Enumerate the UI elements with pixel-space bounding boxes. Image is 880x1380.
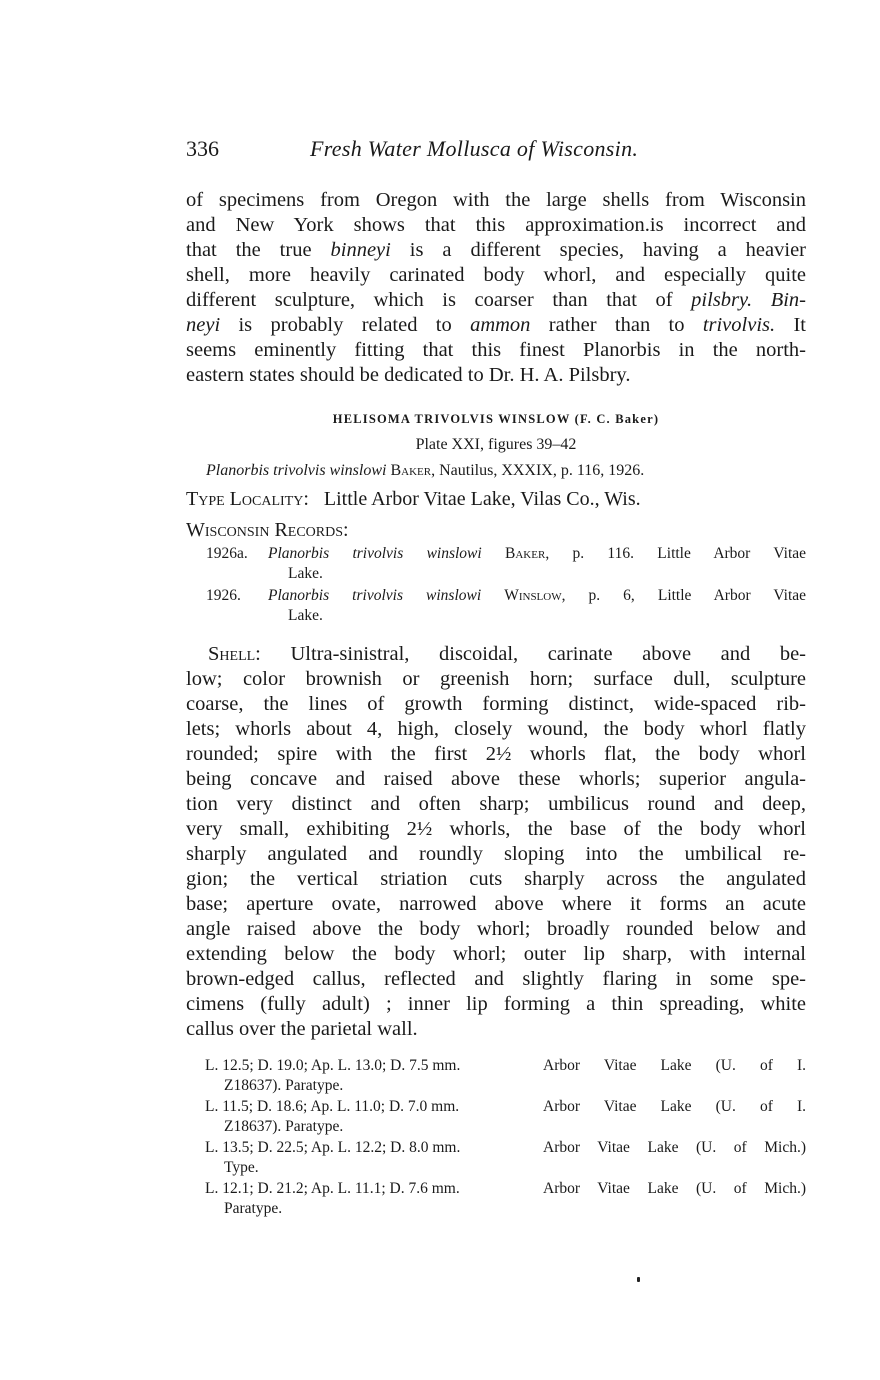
- measurement-entry: [186, 1179, 806, 1219]
- record-continuation: Lake.: [288, 565, 323, 582]
- record-year: 1926.: [206, 587, 241, 604]
- text-line: tion very distinct and often sharp; umbilicus round and deep,: [186, 793, 806, 815]
- type-locality-value: Little Arbor Vitae Lake, Vilas Co., Wis.: [323, 488, 641, 510]
- text-line: neyi is probably related to ammon rather than to trivolvis. It: [186, 314, 806, 336]
- record-year: 1926a.: [206, 545, 248, 562]
- measurement-specimen: Z18637). Paratype.: [224, 1077, 344, 1094]
- record-author: Winslow: [504, 587, 562, 604]
- running-title: Fresh Water Mollusca of Wisconsin.: [310, 136, 639, 161]
- record-species: Planorbis trivolvis winslowi: [268, 545, 482, 562]
- synonym-ref: , Nautilus, XXXIX, p. 116, 1926.: [431, 462, 645, 479]
- record-author: Baker: [505, 545, 546, 562]
- text-line: and New York shows that this approximation.is incorrect and: [186, 214, 806, 236]
- text-line: of specimens from Oregon with the large shells from Wisconsin: [186, 189, 806, 211]
- text-line: that the true binneyi is a different species, having a heavier: [186, 239, 807, 261]
- measurement-specimen: Type.: [224, 1159, 259, 1176]
- measurement-dims: L. 13.5; D. 22.5; Ap. L. 12.2; D. 8.0 mm.: [205, 1139, 461, 1156]
- shell-description: [186, 642, 806, 1042]
- text-line: base; aperture ovate, narrowed above where it forms an acute: [186, 893, 806, 915]
- text-line: very small, exhibiting 2½ whorls, the base of the body whorl: [186, 818, 806, 840]
- text-line: low; color brownish or greenish horn; surface dull, sculpture: [186, 668, 806, 690]
- text-line: different sculpture, which is coarser than that of pilsbry. Bin-: [186, 289, 806, 311]
- text-line: shell, more heavily carinated body whorl, and especially quite: [186, 264, 806, 286]
- record-item: 1926. Planorbis trivolvis winslowi Winslow, p. 6, Little Arbor Vitae Lake.: [206, 587, 807, 624]
- measurement-locality: Arbor Vitae Lake (U. of Mich.): [543, 1139, 806, 1156]
- record-continuation: Lake.: [288, 607, 323, 624]
- measurement-dims: L. 12.1; D. 21.2; Ap. L. 11.1; D. 7.6 mm.: [205, 1180, 460, 1197]
- scan-speck: [637, 1277, 640, 1282]
- synonym-citation: [186, 462, 806, 480]
- type-locality: [186, 488, 806, 511]
- text-line: extending below the body whorl; outer lip sharp, with internal: [186, 943, 806, 965]
- measurement-locality: Arbor Vitae Lake (U. of I.: [543, 1057, 806, 1074]
- records-heading: Wisconsin Records:: [186, 519, 349, 541]
- record-species: Planorbis trivolvis winslowi: [268, 587, 482, 604]
- shell-label: Shell:: [208, 643, 261, 665]
- measurement-dims: L. 11.5; D. 18.6; Ap. L. 11.0; D. 7.0 mm.: [205, 1098, 460, 1115]
- book-page: [186, 136, 806, 1220]
- text-line: lets; whorls about 4, high, closely wound, the body whorl flatly: [186, 718, 806, 740]
- species-name: ammon: [470, 314, 531, 336]
- species-name: trivolvis.: [702, 314, 776, 336]
- running-header: [186, 136, 806, 166]
- measurement-specimen: Z18637). Paratype.: [224, 1118, 344, 1135]
- measurement-locality: Arbor Vitae Lake (U. of I.: [543, 1098, 806, 1115]
- text-line: eastern states should be dedicated to Dr. H. A. Pilsbry.: [186, 364, 631, 386]
- plate-reference: Plate XXI, figures 39–42: [415, 436, 577, 453]
- synonym-name: Planorbis trivolvis winslowi: [206, 462, 387, 479]
- measurement-specimen: Paratype.: [224, 1200, 283, 1217]
- text-line: angle raised above the body whorl; broadly rounded below and: [186, 918, 806, 940]
- species-heading: HELISOMA TRIVOLVIS WINSLOW (F. C. Baker): [332, 412, 660, 426]
- text-line: rounded; spire with the first 2½ whorls flat, the body whorl: [186, 743, 806, 765]
- measurement-entry: [186, 1097, 806, 1137]
- text-line: cimens (fully adult) ; inner lip forming a thin spreading, white: [186, 993, 806, 1015]
- measurements-list: [186, 1056, 806, 1219]
- measurement-dims: L. 12.5; D. 19.0; Ap. L. 13.0; D. 7.5 mm.: [205, 1057, 461, 1074]
- text-line: sharply angulated and roundly sloping into the umbilical re-: [186, 843, 806, 865]
- species-name: binneyi: [330, 239, 391, 261]
- text-line: callus over the parietal wall.: [186, 1018, 418, 1040]
- text-line: seems eminently fitting that this finest Planorbis in the north-: [186, 339, 806, 361]
- measurement-locality: Arbor Vitae Lake (U. of Mich.): [543, 1180, 806, 1197]
- record-item: 1926a. Planorbis trivolvis winslowi Baker, p. 116. Little Arbor Vitae Lake.: [206, 545, 807, 582]
- species-name: pilsbry.: [691, 289, 753, 311]
- page-number: 336: [186, 136, 219, 161]
- text-line: gion; the vertical striation cuts sharply across the angulated: [186, 868, 806, 890]
- species-name: neyi: [186, 314, 221, 336]
- measurement-entry: [186, 1138, 806, 1178]
- measurement-entry: [186, 1056, 806, 1096]
- text-line: brown-edged callus, reflected and slightly flaring in some spe-: [186, 968, 806, 990]
- intro-paragraph: [186, 188, 806, 388]
- type-locality-label: Type Locality:: [186, 488, 309, 510]
- text-line: Shell: Ultra-sinistral, discoidal, carinate above and be-: [208, 643, 806, 665]
- synonym-author: Baker: [390, 462, 432, 479]
- text-line: coarse, the lines of growth forming distinct, wide-spaced rib-: [186, 693, 806, 715]
- text-line: being concave and raised above these whorls; superior angula-: [186, 768, 806, 790]
